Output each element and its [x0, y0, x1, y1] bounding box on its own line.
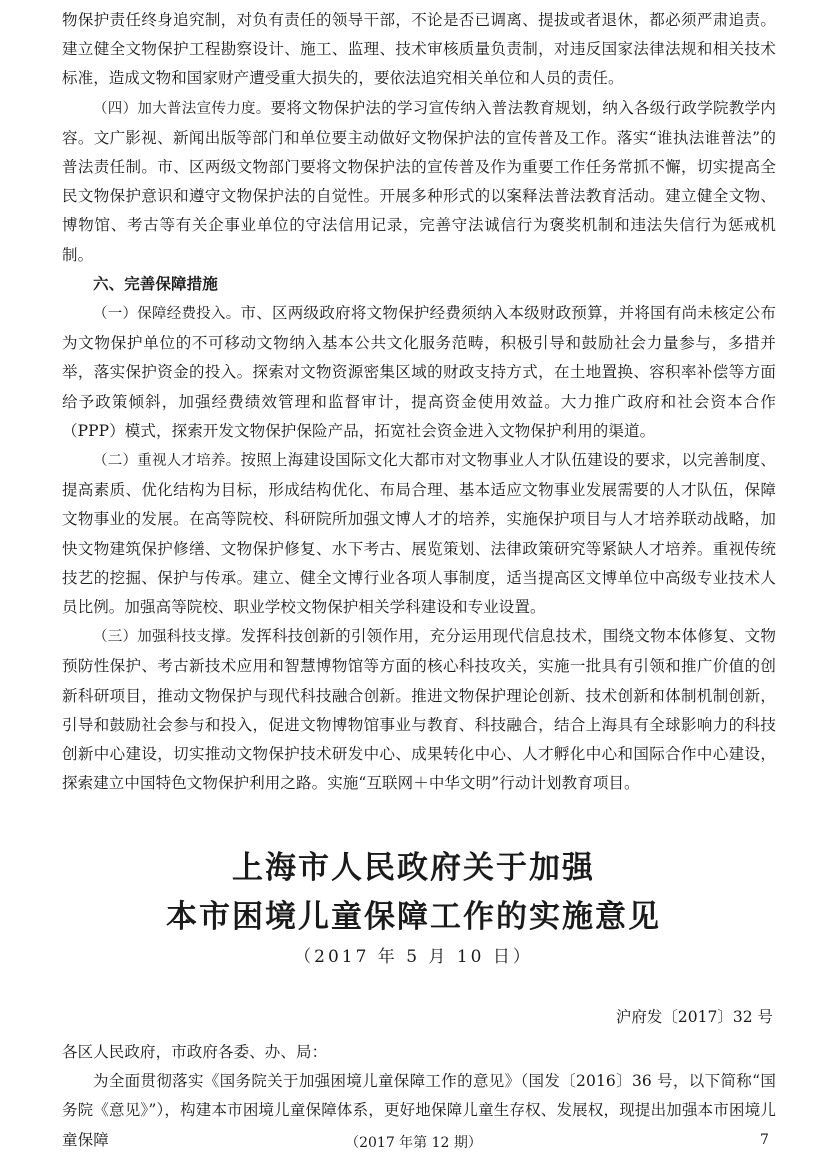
- document-title-line-1: 上海市人民政府关于加强: [232, 850, 595, 886]
- document-number: 沪府发〔2017〕32 号: [615, 1008, 773, 1026]
- paragraph-lead: （三）加强科技支撑。: [93, 629, 241, 646]
- paragraph-lead: （一）保障经费投入。: [93, 306, 241, 323]
- paragraph-funding: （一）保障经费投入。市、区两级政府将文物保护经费须纳入本级财政预算，并将国有尚未核定公布为文物保护单位的不可移动文物纳入基本公共文化服务范畴，积极引导和鼓励社会力量参与，多措并举，落实保护资金的投入。探索对文物资源密集区域的财政支持方式，在土地置换、容积率补偿等方面给予政策倾斜，加强经费绩效管理和监督审计，提高资金使用效益。大力推广政府和社会资本合作（PPP）模式，探索开发文物保护保险产品，拓宽社会资金进入文物保护利用的渠道。: [62, 304, 777, 440]
- document-date: （2017 年 5 月 10 日）: [294, 947, 533, 967]
- paragraph-publicity: （四）加大普法宣传力度。要将文物保护法的学习宣传纳入普法教育规划，纳入各级行政学院教学内容。文广影视、新闻出版等部门和单位要主动做好文物保护法的宣传普及工作。落实“谁执法谁普法”的普法责任制。市、区两级文物部门要将文物保护法的宣传普及作为重要工作任务常抓不懈，切实提高全民文物保护意识和遵守文物保护法的自觉性。开展多种形式的以案释法普法教育活动。建立健全文物、博物馆、考古等有关企事业单位的守法信用记录，完善守法诚信行为褒奖机制和违法失信行为惩戒机制。: [62, 98, 777, 264]
- section-heading-six: 六、完善保障措施: [93, 274, 218, 293]
- paragraph-lead: （二）重视人才培养。: [93, 453, 241, 470]
- addressee: 各区人民政府，市政府各委、办、局：: [62, 1043, 328, 1061]
- paragraph-technology: （三）加强科技支撑。发挥科技创新的引领作用，充分运用现代信息技术，围绕文物本体修复、文物预防性保护、考古新技术应用和智慧博物馆等方面的核心科技攻关，实施一批具有引领和推广价值的创新科研项目，推动文物保护与现代科技融合创新。推进文物保护理论创新、技术创新和体制机制创新，引导和鼓励社会参与和投入，促进文物博物馆事业与教育、科技融合，结合上海具有全球影响力的科技创新中心建设，切实推动文物保护技术研发中心、成果转化中心、人才孵化中心和国际合作中心建设，探索建立中国特色文物保护利用之路。实施“互联网＋中华文明”行动计划教育项目。: [62, 627, 777, 793]
- opening-paragraph: 为全面贯彻落实《国务院关于加强困境儿童保障工作的意见》（国发〔2016〕36 号，以下简称“国务院《意见》”），构建本市困境儿童保障体系，更好地保障儿童生存权、发展权，现提出加强本市困境儿童保障: [62, 1072, 776, 1149]
- paragraph-lead: （四）加大普法宣传力度。: [93, 100, 271, 117]
- footer-issue: （2017 年第 12 期）: [345, 1135, 482, 1151]
- body-text-block: [62, 6, 776, 798]
- document-title-line-2: 本市困境儿童保障工作的实施意见: [166, 899, 661, 935]
- page-number: 7: [760, 1132, 769, 1148]
- paragraph-talent: （二）重视人才培养。按照上海建设国际文化大都市对文物事业人才队伍建设的要求，以完善制度、提高素质、优化结构为目标，形成结构优化、布局合理、基本适应文物事业发展需要的人才队伍，保障文物事业的发展。在高等院校、科研院所加强文博人才的培养，实施保护项目与人才培养联动战略，加快文物建筑保护修缮、文物保护修复、水下考古、展览策划、法律政策研究等紧缺人才培养。重视传统技艺的挖掘、保护与传承。建立、健全文博行业各项人事制度，适当提高区文博单位中高级专业技术人员比例。加强高等院校、职业学校文物保护相关学科建设和专业设置。: [62, 451, 777, 617]
- paragraph-accountability: 物保护责任终身追究制，对负有责任的领导干部，不论是否已调离、提拔或者退休，都必须严肃追责。建立健全文物保护工程勘察设计、施工、监理、技术审核质量负责制，对违反国家法律法规和相关技术标准，造成文物和国家财产遭受重大损失的，要依法追究相关单位和人员的责任。: [62, 11, 776, 88]
